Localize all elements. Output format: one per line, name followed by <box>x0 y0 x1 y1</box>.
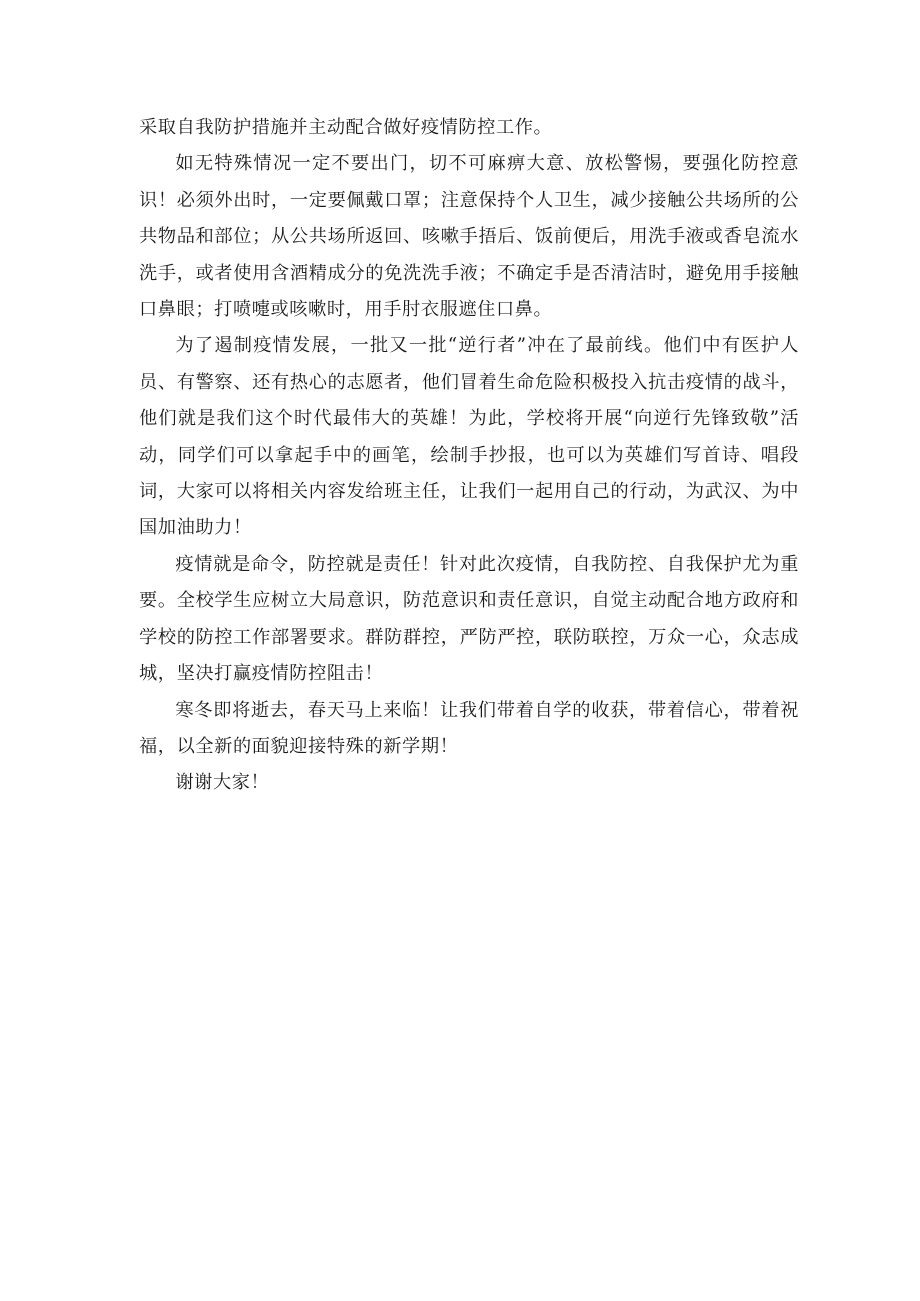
paragraph-frontline-heroes: 为了遏制疫情发展，一批又一批“逆行者”冲在了最前线。他们中有医护人员、有警察、还有热心的志愿者，他们冒着生命危险积极投入抗击疫情的战斗，他们就是我们这个时代最伟大的英雄！为此，学校将开展“向逆行先锋致敬”活动，同学们可以拿起手中的画笔，绘制手抄报，也可以为英雄们写首诗、唱段词，大家可以将相关内容发给班主任，让我们一起用自己的行动，为武汉、为中国加油助力！ <box>139 335 799 539</box>
paragraph-new-semester: 寒冬即将逝去，春天马上来临！让我们带着自学的收获，带着信心，带着祝福，以全新的面貌迎接特殊的新学期！ <box>139 699 799 757</box>
document-page <box>139 110 799 802</box>
paragraph-hygiene-guidance: 如无特殊情况一定不要出门，切不可麻痹大意、放松警惕，要强化防控意识！必须外出时，一定要佩戴口罩；注意保持个人卫生，减少接触公共场所的公共物品和部位；从公共场所返回、咳嗽手捂后、饭前便后，用洗手液或香皂流水洗手，或者使用含酒精成分的免洗洗手液；不确定手是否清洁时，避免用手接触口鼻眼；打喷嚏或咳嗽时，用手肘衣服遮住口鼻。 <box>139 153 799 321</box>
paragraph-continuation: 采取自我防护措施并主动配合做好疫情防控工作。 <box>139 117 553 138</box>
paragraph-prevention-duty: 疫情就是命令，防控就是责任！针对此次疫情，自我防控、自我保护尤为重要。全校学生应树立大局意识，防范意识和责任意识，自觉主动配合地方政府和学校的防控工作部署要求。群防群控，严防严控，联防联控，万众一心，众志成城，坚决打赢疫情防控阻击！ <box>139 553 799 685</box>
paragraph-closing-thanks: 谢谢大家！ <box>175 772 270 794</box>
